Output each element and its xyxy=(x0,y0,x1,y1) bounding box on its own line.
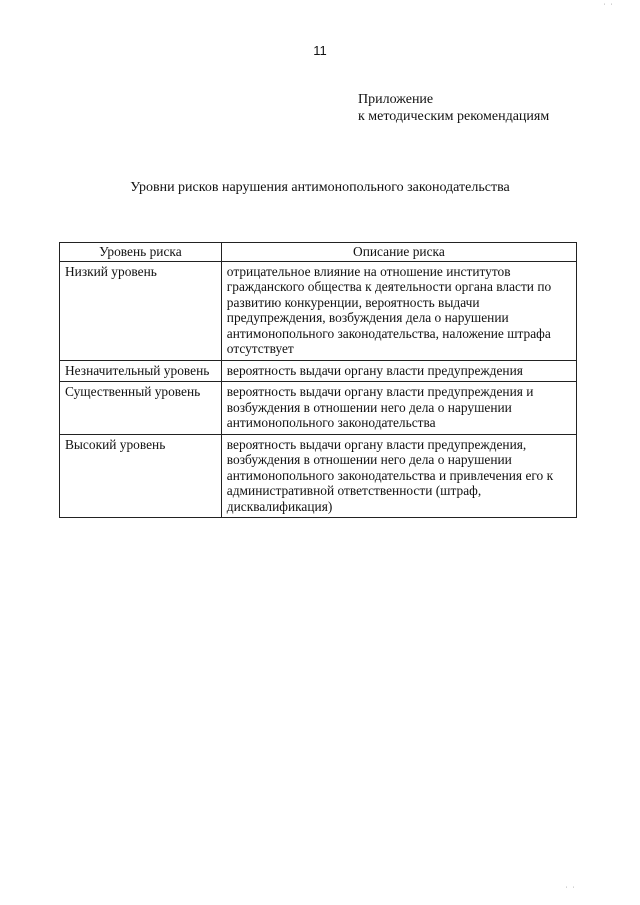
page-number: 11 xyxy=(313,43,327,58)
table-row xyxy=(60,360,577,382)
scan-mark: ' ' xyxy=(604,4,614,10)
header-risk-level: Уровень риска xyxy=(60,243,222,262)
appendix-note xyxy=(358,91,549,125)
risk-description-cell: отрицательное влияние на отношение институтов гражданского общества к деятельности органа власти по развитию конкуренции, вероятность выдачи предупреждения, возбуждения дела о нарушении антимонопольного законодательства, наложение штрафа отсутствует xyxy=(221,261,576,360)
table-row xyxy=(60,434,577,518)
scan-mark: ' ' xyxy=(566,887,576,893)
appendix-line-2: к методическим рекомендациям xyxy=(358,109,550,124)
risk-description-cell: вероятность выдачи органу власти предупреждения xyxy=(221,360,576,382)
appendix-line-1: Приложение xyxy=(358,92,434,107)
risk-level-cell: Незначительный уровень xyxy=(60,360,222,382)
header-risk-description: Описание риска xyxy=(221,243,576,262)
risk-description-cell: вероятность выдачи органу власти предупреждения, возбуждения в отношении него дела о нарушении антимонопольного законодательства и привлечения его к административной ответственности (штраф, дисквалификация) xyxy=(221,434,576,518)
risk-level-cell: Низкий уровень xyxy=(60,261,222,360)
document-title: Уровни рисков нарушения антимонопольного законодательства xyxy=(130,180,510,195)
table-row xyxy=(60,382,577,435)
risk-levels-table xyxy=(59,242,577,518)
risk-description-cell: вероятность выдачи органу власти предупреждения и возбуждения в отношении него дела о нарушении антимонопольного законодательства xyxy=(221,382,576,435)
table-row xyxy=(60,261,577,360)
table-header-row xyxy=(60,243,577,262)
risk-level-cell: Высокий уровень xyxy=(60,434,222,518)
risk-level-cell: Существенный уровень xyxy=(60,382,222,435)
